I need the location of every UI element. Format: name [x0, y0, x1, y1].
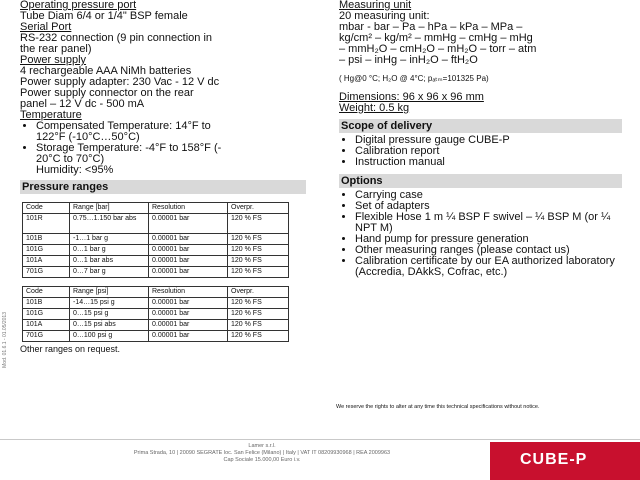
address-line: Prima Strada, 10 | 20090 SEGRATE loc. San Felice (Milano) | Italy | VAT IT 08209930968 | REA 2009963: [133, 450, 391, 456]
footer-divider: [0, 439, 640, 440]
list-item: • Set of adapters: [355, 201, 622, 212]
capital-line: Cap Sociale 15.000,00 Euro i.v.: [223, 457, 301, 463]
side-code: Mod. 01.6.1 - 01.05/2013: [2, 312, 8, 368]
scope-header: Scope of delivery: [339, 119, 622, 133]
table-header: Code: [23, 287, 70, 298]
power-text-2: Power supply adapter: 230 Vac - 12 V dc: [20, 76, 220, 88]
table-row: 101A 0…15 psi abs 0.00001 bar 120 % FS: [23, 320, 289, 331]
table-header: Range [bar]: [70, 203, 149, 214]
bar-ranges-table: [22, 202, 289, 278]
unit-heading: Measuring unit: [339, 0, 412, 11]
temperature-heading: Temperature: [20, 109, 82, 121]
power-text-1: 4 rechargeable AAA NiMh batteries: [20, 65, 192, 77]
unit-text-4: – mmH₂O – cmH₂O – mH₂O – torr – atm: [339, 43, 537, 55]
brand-name: CUBE-P: [520, 451, 588, 468]
unit-note: ( Hg@0 °C; H₂O @ 4°C; pₐₜₘ=101325 Pa): [339, 74, 489, 83]
table-header: Overpr.: [228, 287, 289, 298]
table-header: Code: [23, 203, 70, 214]
list-item: • Instruction manual: [355, 157, 622, 168]
weight: Weight: 0.5 kg: [339, 102, 410, 114]
table-row: 101B -14…15 psi g 0.00001 bar 120 % FS: [23, 298, 289, 309]
port-heading: Operating pressure port: [20, 0, 137, 11]
unit-text-1: 20 measuring unit:: [339, 10, 430, 22]
table-row: 101A 0…1 bar abs 0.00001 bar 120 % FS: [23, 256, 289, 267]
temperature-list: [20, 121, 312, 176]
list-item: • Carrying case: [355, 190, 622, 201]
table-row: 101G 0…1 bar g 0.00001 bar 120 % FS: [23, 245, 289, 256]
company-name: Lamer s.r.l.: [248, 443, 276, 449]
table-header: Range [psi]: [70, 287, 149, 298]
power-heading: Power supply: [20, 54, 87, 66]
table-row: 701G 0…7 bar g 0.00001 bar 120 % FS: [23, 267, 289, 278]
left-column: [20, 0, 312, 355]
table-row: 701G 0…100 psi g 0.00001 bar 120 % FS: [23, 331, 289, 342]
scope-list: [339, 135, 622, 168]
power-text-4: panel – 12 V dc - 500 mA: [20, 98, 145, 110]
table-row: 101B -1…1 bar g 0.00001 bar 120 % FS: [23, 234, 289, 245]
options-list: [339, 190, 622, 278]
unit-text-5: – psi – inHg – inH₂O – ftH₂O: [339, 54, 478, 66]
other-ranges-note: Other ranges on request.: [20, 344, 121, 354]
table-row: 101G 0…15 psi g 0.00001 bar 120 % FS: [23, 309, 289, 320]
serial-text-1: RS-232 connection (9 pin connection in: [20, 32, 213, 44]
unit-text-3: kg/cm² – kg/m² – mmHg – cmHg – mHg: [339, 32, 533, 44]
serial-heading: Serial Port: [20, 21, 72, 33]
psi-ranges-table: [22, 286, 289, 342]
table-row: 101R 0.75…1.150 bar abs 0.00001 bar 120 % FS: [23, 214, 289, 234]
right-column: [339, 0, 622, 278]
list-item: • Hand pump for pressure generation: [355, 234, 622, 245]
disclaimer: We reserve the rights to alter at any time this technical specifications without notice.: [336, 404, 540, 410]
power-text-3: Power supply connector on the rear: [20, 87, 194, 99]
table-header: Resolution: [149, 203, 228, 214]
table-header: Resolution: [149, 287, 228, 298]
list-item: • Storage Temperature: -4°F to 158°F (- 20°C to 70°C) Humidity: <95%: [36, 143, 312, 176]
pressure-ranges-header: Pressure ranges: [20, 180, 306, 194]
unit-text-2: mbar - bar – Pa – hPa – kPa – MPa –: [339, 21, 523, 33]
dimensions: Dimensions: 96 x 96 x 96 mm: [339, 91, 484, 103]
table-header: Overpr.: [228, 203, 289, 214]
list-item: • Calibration certificate by our EA authorized laboratory (Accredia, DAkkS, Cofrac, etc.): [355, 256, 622, 278]
port-text: Tube Diam 6/4 or 1/4" BSP female: [20, 10, 188, 22]
company-address: [62, 443, 462, 464]
options-header: Options: [339, 174, 622, 188]
list-item: • Compensated Temperature: 14°F to 122°F (-10°C…50°C): [36, 121, 312, 143]
list-item: • Digital pressure gauge CUBE-P: [355, 135, 622, 146]
list-item: • Calibration report: [355, 146, 622, 157]
list-item: • Other measuring ranges (please contact us): [355, 245, 622, 256]
serial-text-2: the rear panel): [20, 43, 92, 55]
list-item: • Flexible Hose 1 m ¼ BSP F swivel – ¼ BSP M (or ¼ NPT M): [355, 212, 622, 234]
brand-block: [490, 442, 640, 480]
